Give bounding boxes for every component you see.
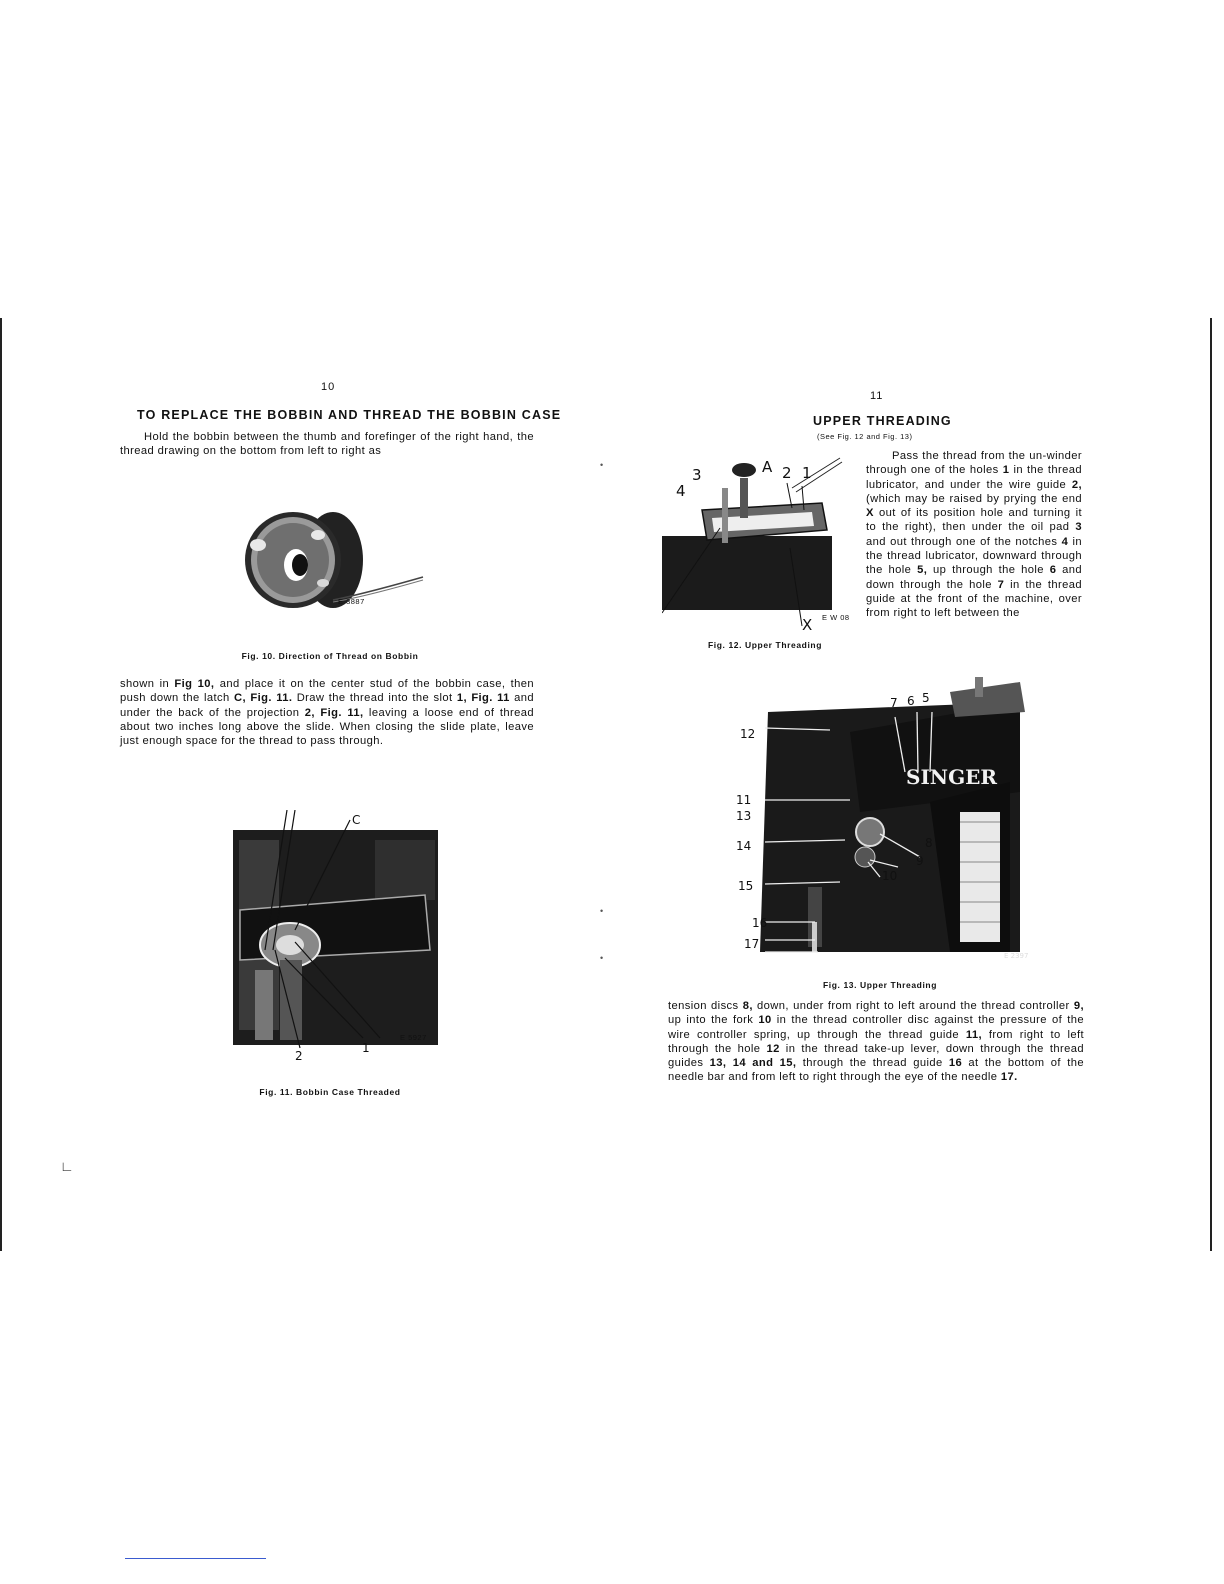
- page-number-right: 11: [870, 390, 884, 402]
- upper-threading-bottom-paragraph: tension discs 8, down, under from right to left around the thread controller 9, up into the fork 10 in the thread controller disc against the pressure of the wire controller spring, up through the thread guide 11, from right to left through the hole 12 in the thread take-up lever, down through the thread guides 13, 14 and 15, through the thread guide 16 at the bottom of the needle bar and from left to right through the eye of the needle 17.: [668, 1000, 1085, 1084]
- fig13-label-6: 6: [907, 694, 915, 708]
- figure-11-caption: Fig. 11. Bobbin Case Threaded: [259, 1087, 401, 1097]
- fig13-label-10: 10: [882, 869, 898, 883]
- upper-threading-side-paragraph: Pass the thread from the un-winder through one of the holes 1 in the thread lubricator, and under the wire guide 2, (which may be raised by prying the end X out of its position hole and turning it to the right), then under the oil pad 3 and out through one of the notches 4 in the thread lubricator, downward through the hole 5, up through the hole 6 and down through the hole 7 in the thread guide at the front of the machine, over from right to left between the: [866, 450, 1083, 620]
- section-heading-upper-threading: UPPER THREADING: [813, 414, 952, 428]
- fig13-label-8: 8: [925, 836, 933, 850]
- section-heading-bobbin: TO REPLACE THE BOBBIN AND THREAD THE BOBBIN CASE: [137, 408, 562, 422]
- fig13-label-5: 5: [922, 691, 930, 705]
- fig13-label-17: 17: [744, 937, 760, 951]
- figure-10-bobbin: [238, 505, 428, 615]
- fig13-label-12: 12: [740, 727, 756, 741]
- fig13-label-14: 14: [736, 839, 752, 853]
- fig11-label-c: C: [352, 813, 361, 827]
- fig13-label-13: 13: [736, 809, 752, 823]
- scan-mark: •: [600, 953, 604, 963]
- fig13-label-16: 16: [752, 916, 768, 930]
- figure-13-machine-head: [720, 672, 1040, 962]
- figure-11-bobbin-case: [225, 810, 465, 1070]
- page-number-left: 10: [321, 381, 336, 393]
- fig13-label-11: 11: [736, 793, 752, 807]
- fig12-label-x: X: [802, 616, 813, 632]
- figure-12-thread-lubricator: [662, 448, 852, 632]
- left-page-edge: [0, 318, 2, 1251]
- right-page-edge: [1210, 318, 1212, 1251]
- scan-mark: ∟: [60, 1158, 74, 1174]
- fig12-label-1: 1: [802, 464, 812, 482]
- footer-link-underline: [125, 1558, 266, 1559]
- fig11-label-2: 2: [295, 1049, 303, 1063]
- figure-10-caption: Fig. 10. Direction of Thread on Bobbin: [241, 651, 419, 661]
- figure-12-caption: Fig. 12. Upper Threading: [707, 640, 823, 650]
- fig12-label-4: 4: [676, 482, 686, 500]
- fig13-label-15: 15: [738, 879, 754, 893]
- intro-paragraph: Hold the bobbin between the thumb and forefinger of the right hand, the thread drawing on the bottom from left to right as: [120, 431, 534, 458]
- fig13-code: E 2397: [1004, 952, 1029, 960]
- figure-11-code: E 5927: [400, 1033, 427, 1042]
- fig12-label-3: 3: [692, 466, 702, 484]
- machine-brand-singer: SINGER: [906, 765, 998, 789]
- fig12-label-a: A: [762, 458, 773, 476]
- section-subheading: (See Fig. 12 and Fig. 13): [817, 432, 913, 441]
- bobbin-body-paragraph: shown in Fig 10, and place it on the center stud of the bobbin case, then push down the latch C, Fig. 11. Draw the thread into the slot 1, Fig. 11 and under the back of the projection 2, Fig. 11, leaving a loose end of thread about two inches long above the slide. When closing the slide plate, leave just enough space for the thread to pass through.: [120, 678, 535, 748]
- figure-13-caption: Fig. 13. Upper Threading: [822, 980, 938, 990]
- fig11-label-1: 1: [362, 1041, 370, 1055]
- fig13-label-9: 9: [916, 854, 924, 868]
- figure-10-code: E 3887: [338, 597, 365, 606]
- scan-mark: •: [600, 906, 604, 916]
- scan-mark: •: [600, 460, 604, 470]
- figure-12-code: E W 08: [822, 613, 850, 622]
- fig13-label-7: 7: [890, 696, 898, 710]
- fig12-label-2: 2: [782, 464, 792, 482]
